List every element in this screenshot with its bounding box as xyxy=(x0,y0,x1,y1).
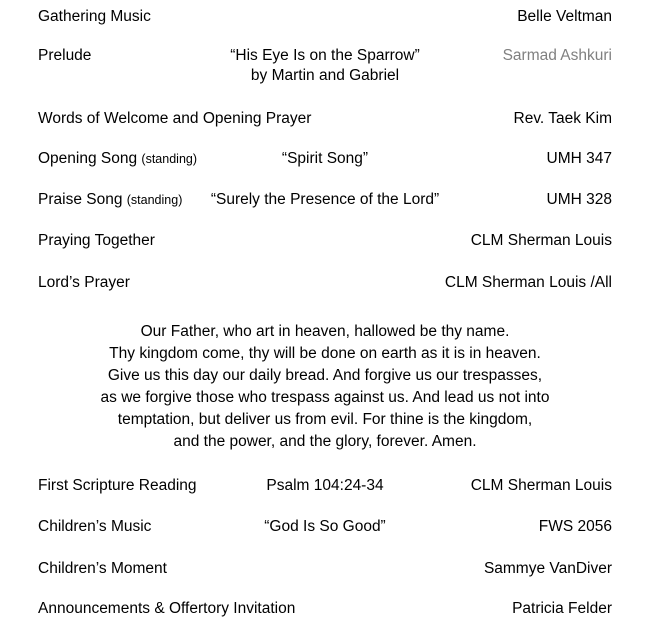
order-item-title: Announcements & Offertory Invitation xyxy=(38,600,296,618)
prayer-line: Our Father, who art in heaven, hallowed be thy name. xyxy=(140,322,510,340)
order-row-childrens-moment xyxy=(38,560,612,579)
order-item-person: Belle Veltman xyxy=(517,8,612,25)
order-row-childrens-music xyxy=(38,518,612,537)
order-row-praise-song xyxy=(38,191,612,210)
order-item-title: First Scripture Reading xyxy=(38,476,197,494)
order-item-detail: “His Eye Is on the Sparrow” xyxy=(230,46,420,64)
order-row-words-of-welcome xyxy=(38,110,612,129)
prayer-line: Give us this day our daily bread. And forgive us our trespasses, xyxy=(107,366,543,384)
order-item-person: Rev. Taek Kim xyxy=(513,109,612,127)
order-item-person: UMH 347 xyxy=(546,150,612,168)
order-item-person: Patricia Felder xyxy=(512,600,612,618)
order-item-title: Praying Together xyxy=(38,232,155,250)
order-item-person: Sarmad Ashkuri xyxy=(502,46,612,64)
order-row-opening-song xyxy=(38,150,612,169)
order-item-person: CLM Sherman Louis xyxy=(470,232,612,250)
bulletin-page xyxy=(0,8,650,635)
prayer-line: temptation, but deliver us from evil. For thine is the kingdom, xyxy=(117,410,533,428)
order-item-detail: “God Is So Good” xyxy=(264,518,386,536)
order-item-label: Praise Song xyxy=(38,190,123,208)
order-item-title: Prelude xyxy=(38,46,92,64)
standing-note: (standing) xyxy=(126,192,183,207)
order-item-label: Opening Song xyxy=(38,150,138,168)
order-item-title: Lord’s Prayer xyxy=(38,273,130,291)
order-row-announcements xyxy=(38,600,612,619)
order-item-title: Words of Welcome and Opening Prayer xyxy=(38,109,312,127)
order-item-subtitle: by Martin and Gabriel xyxy=(250,67,400,85)
order-item-person: FWS 2056 xyxy=(538,518,612,536)
order-row-lords-prayer xyxy=(38,274,612,293)
prayer-line: as we forgive those who trespass against us. And lead us not into xyxy=(100,388,550,406)
order-item-title xyxy=(38,191,205,210)
order-item-title: Children’s Music xyxy=(38,518,152,536)
order-item-title: Children’s Moment xyxy=(38,559,167,577)
order-item-person: CLM Sherman Louis /All xyxy=(444,273,612,291)
order-row-gathering-music xyxy=(38,8,612,27)
lords-prayer-text xyxy=(38,321,612,453)
order-item-detail: “Surely the Presence of the Lord” xyxy=(210,190,440,208)
prayer-line: Thy kingdom come, thy will be done on earth as it is in heaven. xyxy=(109,344,541,362)
order-item-title xyxy=(38,150,276,169)
order-item-person: Sammye VanDiver xyxy=(483,559,612,577)
order-item-detail: “Spirit Song” xyxy=(281,150,369,168)
order-of-worship xyxy=(38,8,612,619)
order-item-title: Gathering Music xyxy=(38,8,151,25)
order-item-detail: Psalm 104:24-34 xyxy=(266,476,384,494)
order-row-praying-together xyxy=(38,232,612,251)
order-item-person: UMH 328 xyxy=(546,190,612,208)
order-row-prelude xyxy=(38,47,612,66)
standing-note: (standing) xyxy=(141,152,198,167)
order-item-person: CLM Sherman Louis xyxy=(470,476,612,494)
order-row-first-scripture-reading xyxy=(38,477,612,496)
prayer-line: and the power, and the glory, forever. Amen. xyxy=(173,432,477,450)
